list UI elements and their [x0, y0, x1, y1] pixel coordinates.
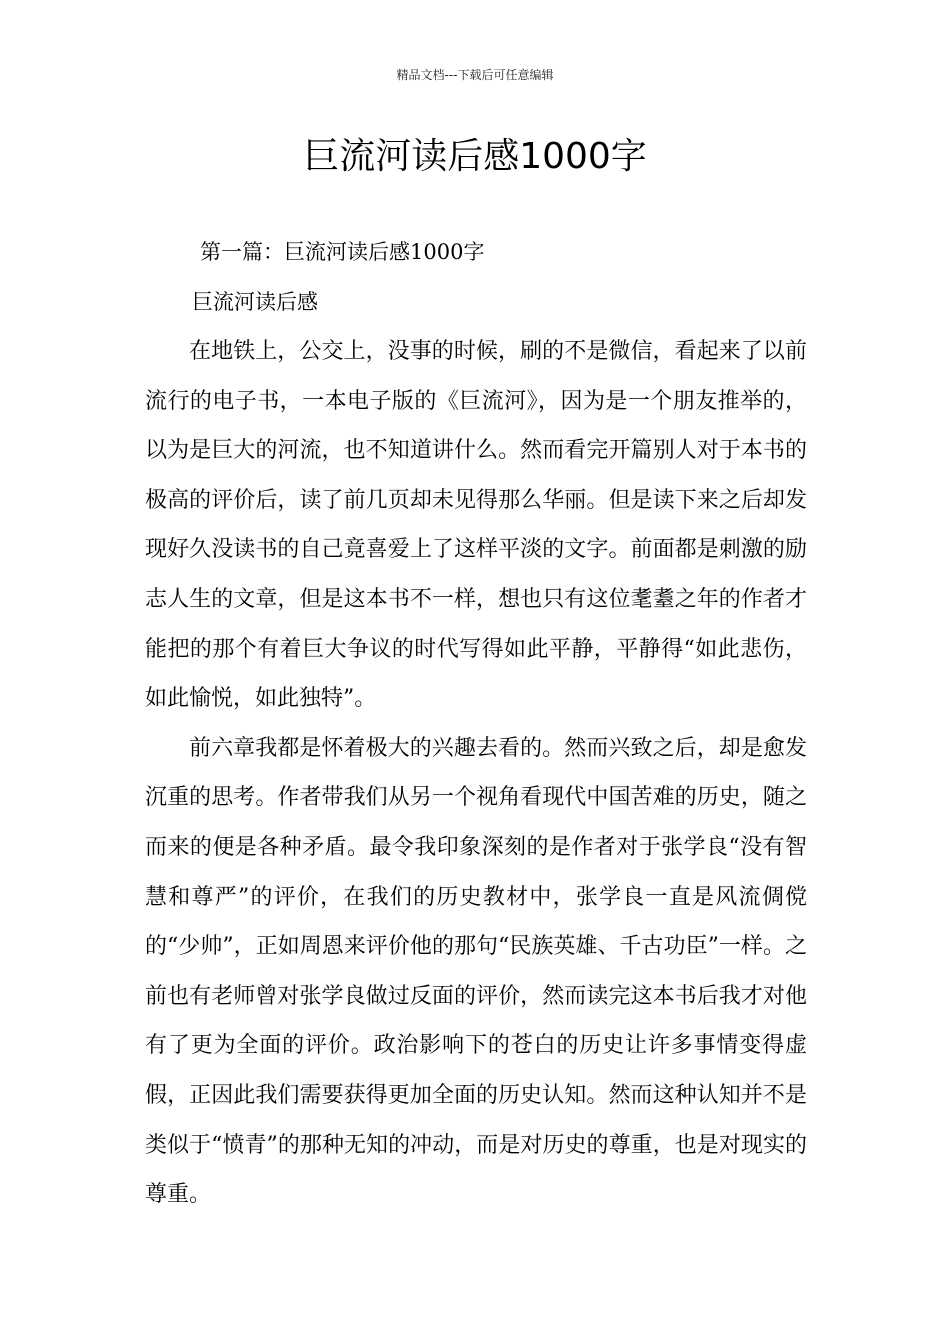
essay-subheading: 巨流河读后感	[192, 290, 318, 314]
paragraph-2: 前六章我都是怀着极大的兴趣去看的。然而兴致之后，却是愈发沉重的思考。作者带我们从另一个视角看现代中国苦难的历史，随之而来的便是各种矛盾。最令我印象深刻的是作者对于张学良“没有智慧和尊严”的评价，在我们的历史教材中，张学良一直是风流倜傥的“少帅”，正如周恩来评价他的那句“民族英雄、千古功臣”一样。之前也有老师曾对张学良做过反面的评价，然而读完这本书后我才对他有了更为全面的评价。政治影响下的苍白的历史让许多事情变得虚假，正因此我们需要获得更加全面的历史认知。然而这种认知并不是类似于“愤青”的那种无知的冲动，而是对历史的尊重，也是对现实的尊重。	[145, 735, 807, 1208]
paragraph-1: 在地铁上，公交上，没事的时候，刷的不是微信，看起来了以前流行的电子书，一本电子版的《巨流河》，因为是一个朋友推举的，以为是巨大的河流，也不知道讲什么。然而看完开篇别人对于本书的极高的评价后，读了前几页却未见得那么华丽。但是读下来之后却发现好久没读书的自己竟喜爱上了这样平淡的文字。前面都是刺激的励志人生的文章，但是这本书不一样，想也只有这位耄耋之年的作者才能把的那个有着巨大争议的时代写得如此平静，平静得“如此悲伤，如此愉悦，如此独特”。	[145, 339, 807, 712]
header-note: 精品文档---下载后可任意编辑	[396, 68, 554, 82]
essay-body	[145, 327, 807, 1220]
chapter-heading: 第一篇：巨流河读后感1000字	[200, 240, 485, 264]
document-title: 巨流河读后感1000字	[303, 136, 647, 177]
